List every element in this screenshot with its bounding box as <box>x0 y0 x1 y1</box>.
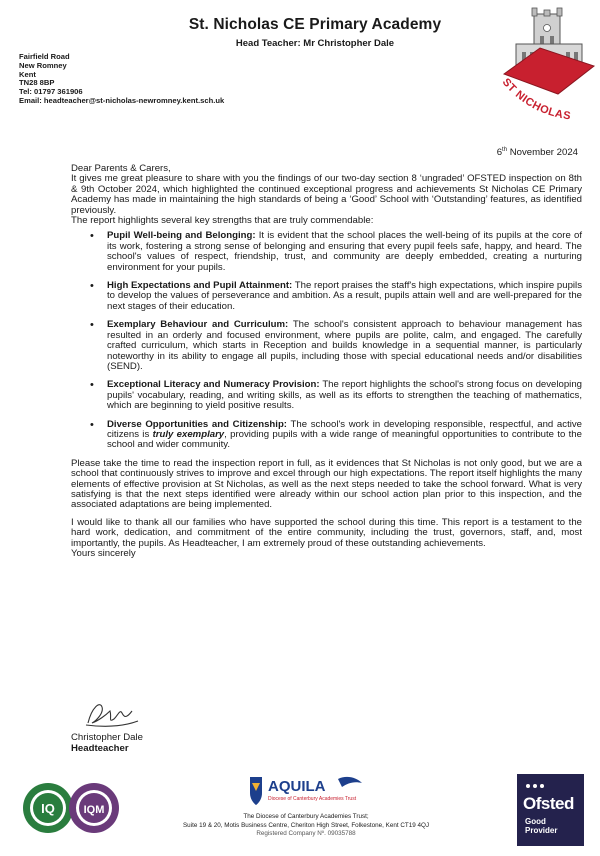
point-text: The school's work in developing responsible, respectful, and active citizens is <box>107 418 582 440</box>
ofsted-rating: Good Provider <box>525 817 558 835</box>
address-line: Fairfield Road <box>19 52 70 61</box>
point-title: Pupil Well-being and Belonging: <box>107 230 256 242</box>
trust-footer <box>150 813 462 839</box>
address-line: New Romney <box>19 60 67 70</box>
logo-text: ST NICHOLAS <box>499 76 572 123</box>
iqm-badge-text: IQM <box>83 804 105 816</box>
address-line: Kent <box>19 69 36 79</box>
list-item <box>107 320 582 372</box>
head-teacher-line: Head Teacher: Mr Christopher Dale <box>235 38 395 49</box>
company-number: Registered Company Nº. 09035788 <box>256 830 356 838</box>
point-title: Diverse Opportunities and Citizenship: <box>107 418 288 430</box>
intro-paragraph: It gives me great pleasure to share with you the findings of our two-day section 8 ‘ungraded’ OFSTED inspection on 8th & 9th October 2024, which highlighted the continued exceptional progress and achievements St Nicholas CE Primary Academy has made in maintaining the high standards of being a ‘Good’ School with ‘Outstanding’ features, as identified previously. <box>71 173 582 216</box>
ofsted-name: Ofsted <box>523 794 574 813</box>
email-line: Email: headteacher@st-nicholas-newromney.kent.sch.uk <box>19 95 225 105</box>
iq-badge-text: IQ <box>41 801 55 816</box>
thanks-paragraph: I would like to thank all our families who have supported the school during this time. This report is a testament to the hard work, dedication, and commitment of the entire community, including the trust, governors, staff, and, most importantly, the pupils. As Headteacher, I am extremely proud of these outstanding achievements. <box>71 516 582 549</box>
address-line: TN28 8BP <box>19 78 55 88</box>
ofsted-dots-icon <box>525 782 565 790</box>
school-address <box>19 53 224 106</box>
signer-role: Headteacher <box>71 742 129 754</box>
iqm-badges <box>22 766 122 846</box>
signature <box>82 697 142 731</box>
signer-name: Christopher Dale <box>71 732 143 743</box>
point-emphasis: truly exemplary <box>152 428 225 440</box>
school-name: St. Nicholas CE Primary Academy <box>188 16 442 33</box>
footer-line: The Diocese of Canterbury Academies Trust; <box>243 813 369 820</box>
signer-block <box>71 733 143 754</box>
letter-body <box>71 164 582 559</box>
date-month-year: November 2024 <box>507 147 578 159</box>
date-day: 6 <box>496 147 503 159</box>
ofsted-badge <box>517 774 584 846</box>
list-item <box>107 281 582 312</box>
closing: Yours sincerely <box>71 548 136 559</box>
aquila-subtitle: Diocese of Canterbury Academies Trust <box>268 796 357 802</box>
point-text: It is evident that the school places the well-being of its pupils at the core of its work, fostering a strong sense of belonging and ensuring that every pupil feels safe, happy, and heard. The school's values of respect, friendship, trust, and community are deeply embedded, creating a nurturing environment for your pupils. <box>107 230 583 273</box>
greeting: Dear Parents & Carers, <box>71 163 171 174</box>
point-title: Exceptional Literacy and Numeracy Provision: <box>107 379 320 391</box>
point-text: , providing pupils with a wide range of meaningful opportunities to contribute to the school and wider community. <box>107 428 582 451</box>
date-suffix: th <box>502 147 508 153</box>
point-title: High Expectations and Pupil Attainment: <box>107 280 293 292</box>
inspection-paragraph: Please take the time to read the inspection report in full, as it evidences that St Nicholas is not only good, but we are a school that continuously strives to improve and excel through our high expectations. The report itself highlights the many elements of effective provision at St Nicholas, as well as the next steps needed to take the school forward. What is very satisfying is that the next steps identified were already within our school action plan prior to this inspection, and the associated adaptations are being implemented. <box>71 457 582 511</box>
school-logo <box>496 2 600 126</box>
list-item <box>107 380 582 411</box>
intro-lead-in: The report highlights several key strengths that are truly commendable: <box>71 215 374 227</box>
aquila-logo <box>246 773 366 809</box>
phone-line: Tel: 01797 361906 <box>19 87 83 97</box>
list-item <box>107 231 582 273</box>
point-text: The report highlights the school's strong focus on developing pupils' vocabulary, reading, and writing skills, as well as its efforts to strengthen the teaching of mathematics, which are beginning to yield positive results. <box>107 379 582 412</box>
footer-address: Suite 19 & 20, Motis Business Centre, Cheriton High Street, Folkestone, Kent CT19 4QJ <box>182 821 430 829</box>
list-item <box>107 420 582 451</box>
point-text: The report praises the staff's high expectations, which inspire pupils to develop the values of perseverance and ambition. As a result, pupils attain well and are well-prepared for the next stages of their education. <box>107 280 582 312</box>
aquila-name: AQUILA <box>268 778 326 795</box>
point-title: Exemplary Behaviour and Curriculum: <box>107 319 289 331</box>
point-text: The school's consistent approach to behaviour management has resulted in an orderly and focused environment, where pupils are polite, calm, and engaged. The carefully crafted curriculum, which starts in Reception and builds knowledge in a sequential manner, is particularly noteworthy in its ability to engage all pupils, including those with special educational needs and/or disabilities (SEND). <box>107 319 582 372</box>
letter-date <box>497 147 578 158</box>
strengths-list <box>71 231 582 450</box>
